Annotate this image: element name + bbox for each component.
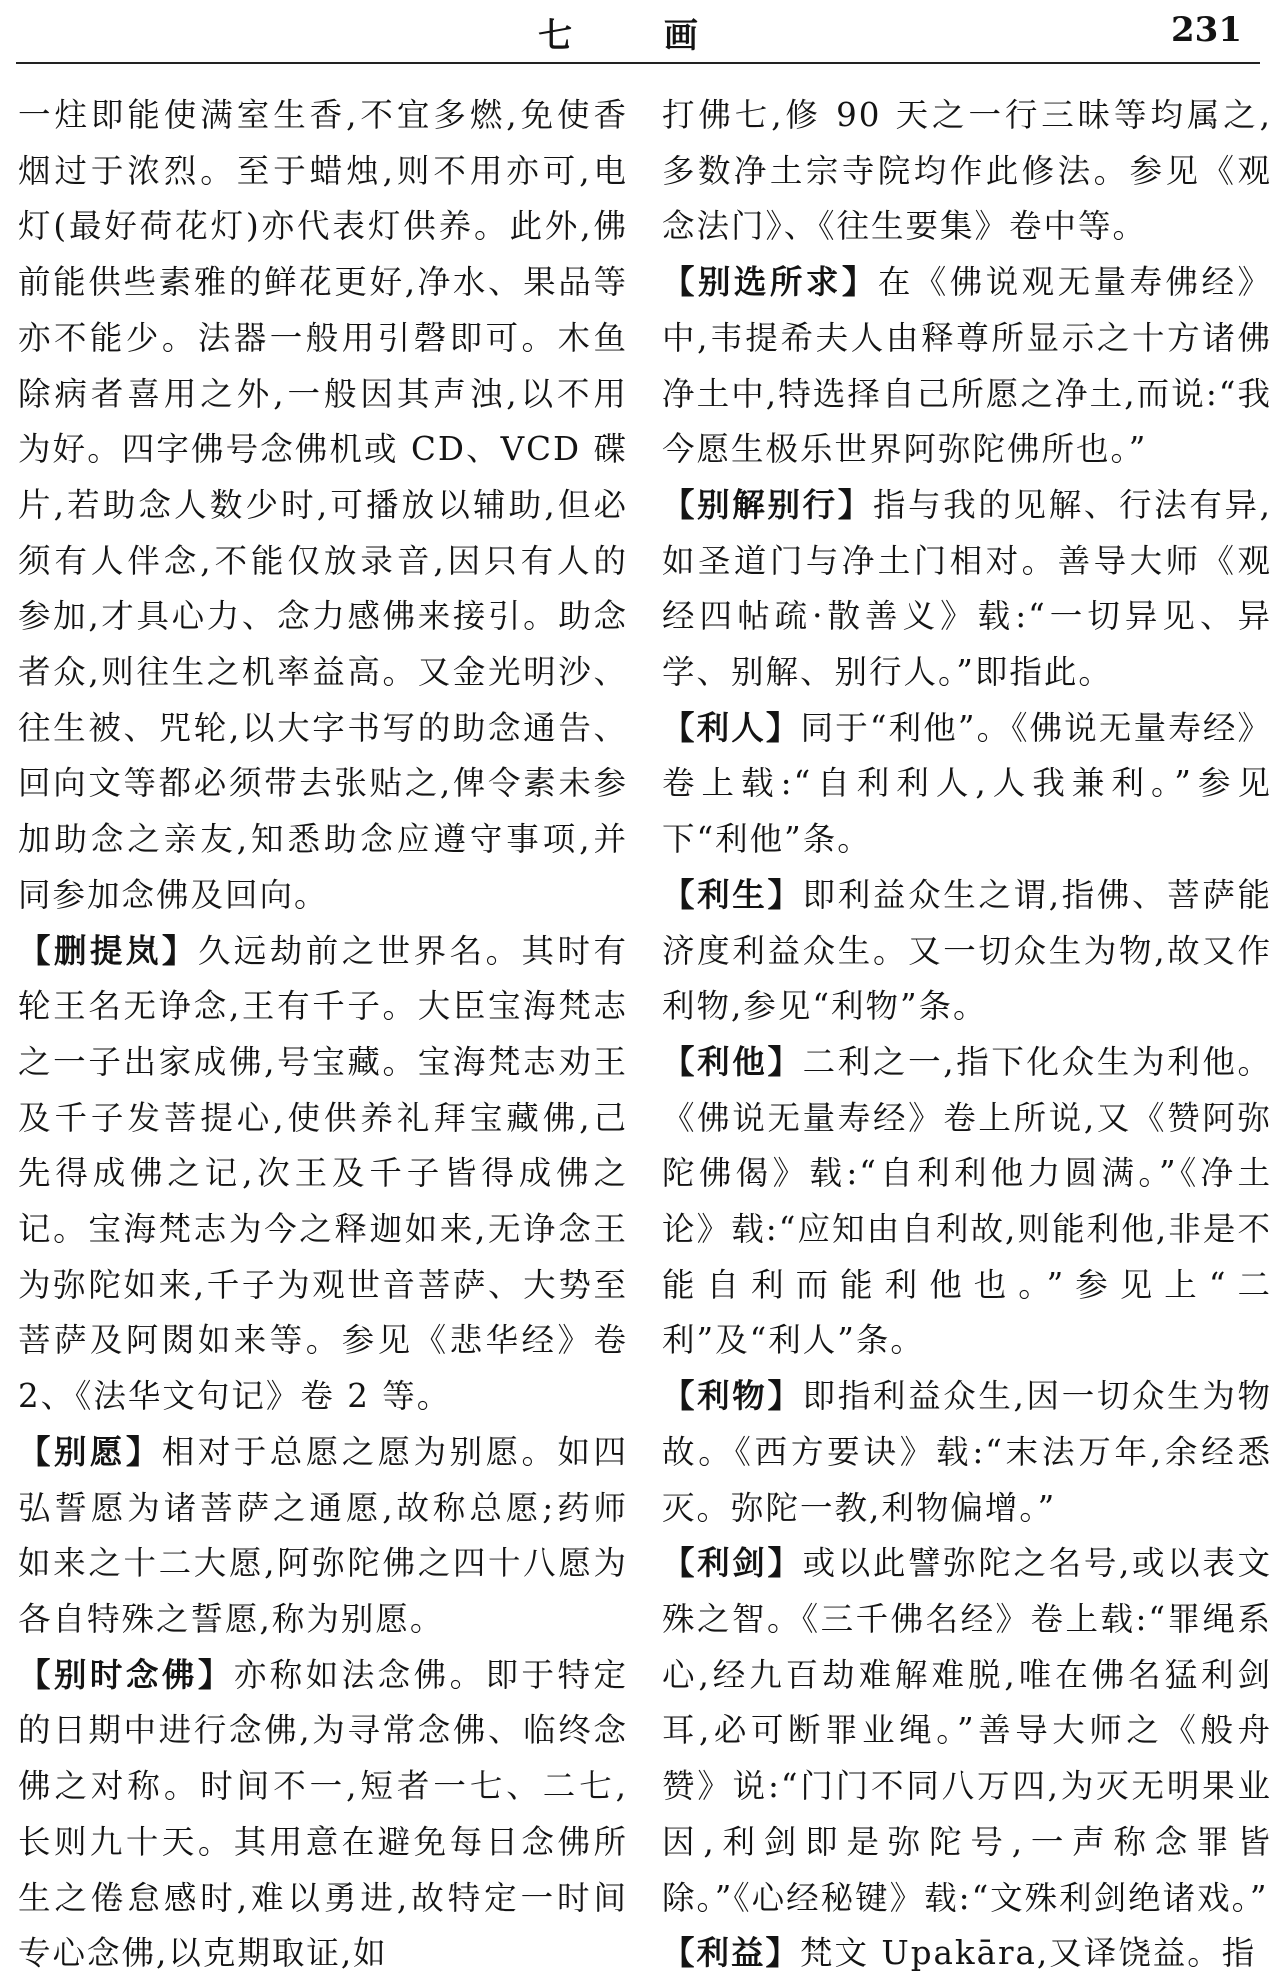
entry-headword: 【利剑】 — [662, 1544, 803, 1583]
entry-text: 在《佛说观无量寿佛经》中,韦提希夫人由释尊所显示之十方诸佛净土中,特选择自己所愿之净土,而说:“我今愿生极乐世界阿弥陀佛所也。” — [662, 263, 1272, 469]
entry-text: 即利益众生之谓,指佛、菩萨能济度利益众生。又一切众生为物,故又作利物,参见“利物”条。 — [662, 875, 1272, 1026]
page-header — [16, 0, 1260, 64]
entry-text: 二利之一,指下化众生为利他。《佛说无量寿经》卷上所说,又《赞阿弥陀佛偈》载:“自利利他力圆满。”《净土论》载:“应知由自利故,则能利他,非是不能自利而能利他也。”参见上“二利”及“利人”条。 — [662, 1042, 1272, 1360]
entry-text: 一炷即能使满室生香,不宜多燃,免使香烟过于浓烈。至于蜡烛,则不用亦可,电灯(最好荷花灯)亦代表灯供养。此外,佛前能供些素雅的鲜花更好,净水、果品等亦不能少。法器一般用引磬即可。木鱼除病者喜用之外,一般因其声浊,以不用为好。四字佛号念佛机或 CD、VCD 碟片,若助念人数少时,可播放以辅助,但必须有人伴念,不能仅放录音,因只有人的参加,才具心力、念力感佛来接引。助念者众,则往生之机率益高。又金光明沙、往生被、咒轮,以大字书写的助念通告、回向文等都必须带去张贴之,俾令素未参加助念之亲友,知悉助念应遵守事项,并同参加念佛及回向。 — [18, 96, 628, 914]
entry — [662, 701, 1272, 868]
entry-text: 即指利益众生,因一切众生为物故。《西方要诀》载:“末法万年,余经悉灭。弥陀一教,利物偏增。” — [662, 1377, 1272, 1527]
entry-headword: 【利生】 — [662, 875, 803, 914]
entry-text: 同于“利他”。《佛说无量寿经》卷上载:“自利利人,人我兼利。”参见下“利他”条。 — [662, 708, 1272, 859]
entry-headword: 【别解别行】 — [662, 485, 873, 524]
entry — [662, 1035, 1272, 1369]
entry — [662, 1926, 1272, 1982]
entry — [662, 1536, 1272, 1926]
entry-text: 亦称如法念佛。即于特定的日期中进行念佛,为寻常念佛、临终念佛之对称。时间不一,短者一七、二七,长则九十天。其用意在避免每日念佛所生之倦怠感时,难以勇进,故特定一时间专心念佛,以克期取证,如 — [18, 1655, 628, 1973]
entry-text: 指与我的见解、行法有异,如圣道门与净土门相对。善导大师《观经四帖疏·散善义》载:“一切异见、异学、别解、别行人。”即指此。 — [662, 485, 1272, 692]
entry-text: 或以此譬弥陀之名号,或以表文殊之智。《三千佛名经》卷上载:“罪绳系心,经九百劫难解难脱,唯在佛名猛利剑耳,必可断罪业绳。”善导大师之《般舟赞》说:“门门不同八万四,为灭无明果业因,利剑即是弥陀号,一声称念罪皆除。”《心经秘键》载:“文殊利剑绝诸戏。” — [662, 1544, 1272, 1917]
entry-text: 相对于总愿之愿为别愿。如四弘誓愿为诸菩萨之通愿,故称总愿;药师如来之十二大愿,阿弥陀佛之四十八愿为各自特殊之誓愿,称为别愿。 — [18, 1432, 628, 1638]
entry — [662, 1369, 1272, 1536]
entry-headword: 【利物】 — [662, 1377, 803, 1416]
entry-headword: 【别选所求】 — [662, 263, 878, 302]
entry-headword: 【利益】 — [662, 1934, 801, 1973]
entry-text: 梵文 Upakāra,又译饶益。指 — [800, 1934, 1257, 1973]
entry — [662, 478, 1272, 701]
entry-headword: 【利人】 — [662, 708, 801, 747]
entry-headword: 【别时念佛】 — [18, 1655, 234, 1694]
entry-headword: 【别愿】 — [18, 1432, 162, 1471]
left-column — [18, 88, 628, 1982]
entry — [18, 1425, 628, 1648]
entry — [18, 924, 628, 1425]
entry — [18, 1648, 628, 1982]
entry — [18, 88, 628, 924]
section-title: 七 画 — [538, 16, 738, 56]
entry-text: 打佛七,修 90 天之一行三昧等均属之,多数净土宗寺院均作此修法。参见《观念法门》、《往生要集》卷中等。 — [662, 96, 1272, 246]
entry-headword: 【利他】 — [662, 1042, 803, 1081]
right-column — [662, 88, 1272, 1982]
entry-headword: 【删提岚】 — [18, 931, 198, 970]
page-number: 231 — [1171, 10, 1242, 50]
entry — [662, 255, 1272, 478]
entry-text: 久远劫前之世界名。其时有轮王名无诤念,王有千子。大臣宝海梵志之一子出家成佛,号宝藏。宝海梵志劝王及千子发菩提心,使供养礼拜宝藏佛,己先得成佛之记,次王及千子皆得成佛之记。宝海梵志为今之释迦如来,无诤念王为弥陀如来,千子为观世音菩萨、大势至菩萨及阿閦如来等。参见《悲华经》卷 2、《法华文句记》卷 2 等。 — [18, 931, 628, 1416]
entry — [662, 88, 1272, 255]
entry — [662, 868, 1272, 1035]
